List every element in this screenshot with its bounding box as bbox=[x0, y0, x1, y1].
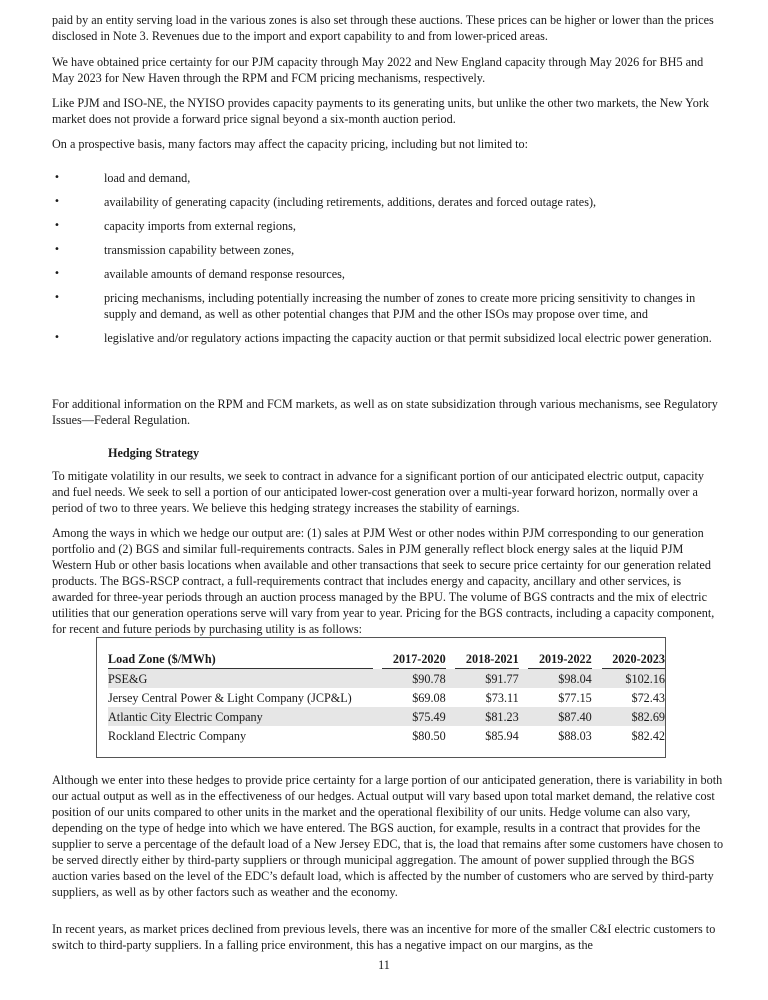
paragraph-price-certainty: We have obtained price certainty for our PJM capacity through May 2022 and New England capacity through May 2026 for BH5 and May 2023 for New Haven through the RPM and FCM pricing mechanisms, respectively. bbox=[52, 55, 704, 85]
bullet-icon: • bbox=[54, 196, 60, 207]
paragraph-nyiso: Like PJM and ISO-NE, the NYISO provides capacity payments to its generating units, but unlike the other two markets, the New York market does not provide a forward price signal beyond a six-month auction period. bbox=[52, 96, 709, 126]
price-cell: $102.16 bbox=[602, 669, 666, 688]
bullet-icon: • bbox=[54, 172, 60, 183]
paragraph-capacity-prices: paid by an entity serving load in the various zones is also set through these auctions. These prices can be higher or lower than the prices disclosed in Note 3. Revenues due to the import and export capability to and from lower-priced areas. bbox=[52, 13, 714, 43]
bullet-item: • capacity imports from external regions, bbox=[52, 218, 724, 234]
price-cell: $88.03 bbox=[558, 728, 592, 743]
table-header-row bbox=[108, 648, 665, 669]
bullet-icon: • bbox=[54, 220, 60, 231]
price-cell: $81.23 bbox=[455, 707, 518, 726]
load-zone-cell: Atlantic City Electric Company bbox=[108, 707, 373, 726]
page-number: 11 bbox=[378, 958, 390, 972]
column-header-2018-2021: 2018-2021 bbox=[455, 648, 518, 669]
bullet-icon: • bbox=[54, 292, 60, 303]
table-row bbox=[108, 669, 665, 688]
paragraph-hedge-ways: Among the ways in which we hedge our output are: (1) sales at PJM West or other nodes within PJM corresponding to our generation portfolio and (2) BGS and similar full-requirements contracts. Sales in PJM generally reflect block energy sales at the liquid PJM Western Hub or other basis locations when available and other transactions that seek to secure price certainty for our generation related products. The BGS-RSCP contract, a full-requirements contract that includes energy and capacity, ancillary and other services, is awarded for three-year periods through an auction process managed by the BPU. The volume of BGS contracts and the mix of electric utilities that our generation operations serve will vary from year to year. Pricing for the BGS contracts, including a capacity component, for recent and future periods by purchasing utility is as follows: bbox=[52, 526, 715, 636]
price-cell: $82.69 bbox=[602, 707, 666, 726]
bgs-pricing-table bbox=[108, 648, 665, 745]
column-header-2020-2023: 2020-2023 bbox=[602, 648, 666, 669]
bullet-icon: • bbox=[54, 332, 60, 343]
bullet-item: • available amounts of demand response resources, bbox=[52, 266, 724, 282]
price-cell: $69.08 bbox=[412, 690, 446, 705]
price-cell: $77.15 bbox=[558, 690, 592, 705]
price-cell: $73.11 bbox=[485, 690, 519, 705]
bullet-item: • pricing mechanisms, including potentially increasing the number of zones to create more pricing sensitivity to changes in supply and demand, as well as other potential changes that PJM and the other ISOs may propose over time, and bbox=[52, 290, 724, 322]
bullet-item: • load and demand, bbox=[52, 170, 724, 186]
table-row bbox=[108, 726, 665, 745]
table-row bbox=[108, 688, 665, 707]
column-header-load-zone: Load Zone ($/MWh) bbox=[108, 648, 373, 669]
load-zone-cell: Jersey Central Power & Light Company (JCP&L) bbox=[108, 690, 352, 705]
price-cell: $72.43 bbox=[631, 690, 665, 705]
price-cell: $85.94 bbox=[485, 728, 519, 743]
load-zone-cell: PSE&G bbox=[108, 669, 373, 688]
paragraph-recent-years: In recent years, as market prices declined from previous levels, there was an incentive for more of the smaller C&I electric customers to switch to third-party suppliers. In a falling price environment, this has a negative impact on our margins, as the bbox=[52, 922, 716, 952]
price-cell: $90.78 bbox=[382, 669, 445, 688]
column-header-2019-2022: 2019-2022 bbox=[528, 648, 591, 669]
paragraph-mitigate-volatility: To mitigate volatility in our results, we seek to contract in advance for a significant portion of our anticipated electric output, capacity and fuel needs. We seek to sell a portion of our anticipated lower-cost generation over a multi-year forward horizon, normally over a period of two to three years. We believe this hedging strategy increases the stability of earnings. bbox=[52, 469, 704, 515]
price-cell: $98.04 bbox=[528, 669, 591, 688]
table-row bbox=[108, 707, 665, 726]
price-cell: $80.50 bbox=[412, 728, 446, 743]
bullet-item: • legislative and/or regulatory actions impacting the capacity auction or that permit subsidized local electric power generation. bbox=[52, 330, 724, 346]
paragraph-factors-intro: On a prospective basis, many factors may affect the capacity pricing, including but not limited to: bbox=[52, 137, 528, 151]
paragraph-hedge-variability: Although we enter into these hedges to provide price certainty for a large portion of our anticipated generation, there is variability in both our actual output as well as in the effectiveness of our hedges. Actual output will vary based upon total market demand, the relative cost position of our units compared to other units in the market and the operational flexibility of our units. Hedge volume can also vary, depending on the type of hedge into which we have entered. The BGS auction, for example, results in a contract that provides for the supplier to serve a percentage of the default load of a New Jersey EDC, that is, the load that remains after some customers have chosen to be served directly either by third-party suppliers or through municipal aggregation. The amount of power supplied through the BGS auction varies based on the level of the EDC’s default load, which is affected by the number of customers who are served by third-party suppliers, as well as by other factors such as weather and the economy. bbox=[52, 773, 724, 899]
bgs-pricing-table-box bbox=[96, 637, 666, 758]
factors-bullet-list bbox=[52, 170, 724, 354]
section-heading-hedging-strategy: Hedging Strategy bbox=[108, 446, 200, 460]
price-cell: $75.49 bbox=[382, 707, 445, 726]
bullet-icon: • bbox=[54, 268, 60, 279]
bullet-item: • transmission capability between zones, bbox=[52, 242, 724, 258]
bullet-item: • availability of generating capacity (including retirements, additions, derates and forced outage rates), bbox=[52, 194, 724, 210]
price-cell: $91.77 bbox=[455, 669, 518, 688]
price-cell: $82.42 bbox=[631, 728, 665, 743]
column-header-2017-2020: 2017-2020 bbox=[382, 648, 445, 669]
price-cell: $87.40 bbox=[528, 707, 591, 726]
paragraph-additional-info: For additional information on the RPM and FCM markets, as well as on state subsidization through various mechanisms, see Regulatory Issues—Federal Regulation. bbox=[52, 397, 718, 427]
load-zone-cell: Rockland Electric Company bbox=[108, 728, 247, 743]
bullet-icon: • bbox=[54, 244, 60, 255]
